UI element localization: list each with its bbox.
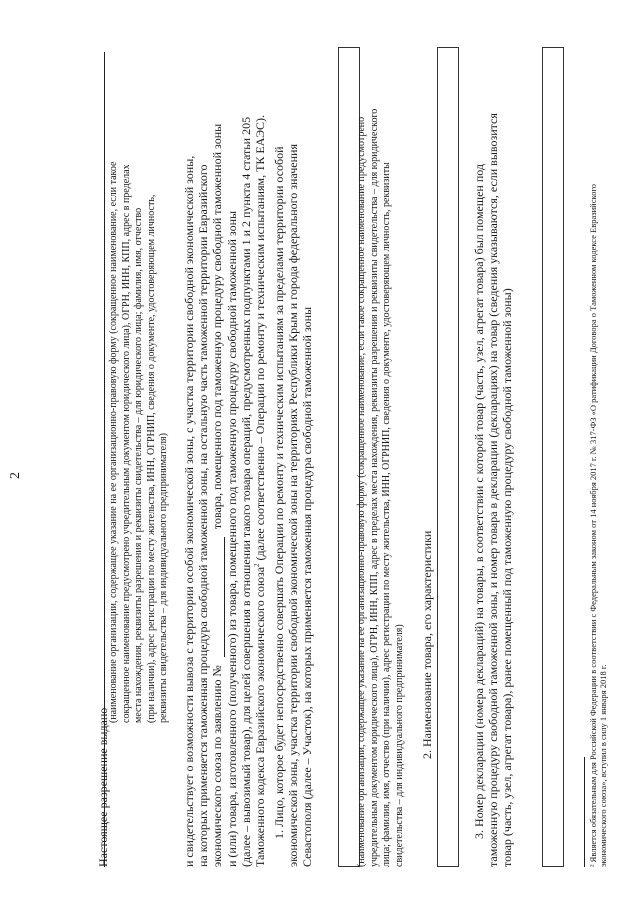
p1-line: экономической зоны, участка территории свободной экономической зоны на территориях Республики Крым и города федерального значения: [286, 144, 301, 867]
application-number-row: [210, 49, 224, 867]
footnote-ref: 2: [253, 563, 262, 567]
p1-line: 1. Лицо, которое будет непосредственно совершать Операции по ремонту и техническим испытаниям за пределами территории особой: [272, 146, 286, 839]
application-number-after: товара, помещенного под таможенную процедуру свободной таможенной зоны: [210, 123, 225, 530]
page-number: 2: [8, 472, 23, 479]
intro-last-text: Таможенного кодекса Евразийского экономического союза: [253, 566, 268, 867]
note-line: (наименование организации, содержащее указание на ее организационно-правовую форму (сокращенное наименование, если такое сокращенное наименование предусмотрено: [356, 116, 367, 867]
operator-note: [356, 49, 406, 867]
note-line: места нахождения, реквизиты разрешения и реквизиты свидетельства – для юридического лица; фамилия, имя, отчество: [133, 207, 145, 723]
intro-last-tail: (далее соответственно – Операции по ремонту и техническим испытаниям, ТК ЕАЭС).: [253, 114, 268, 564]
note-line: реквизиты свидетельства – для индивидуального предпринимателя): [158, 433, 170, 723]
issued-to-label: Настоящее разрешение выдано: [96, 707, 110, 867]
footnote-line: экономического союза», вступил в силу 1 января 2018 г.: [598, 664, 608, 867]
note-line: лица; фамилия, имя, отчество (при наличии), адрес регистрации по месту жительства, ИНН, ОГРНИП, сведения о документе, удостоверяющем личность, реквизиты: [381, 162, 393, 867]
intro-line: на которых применяется таможенная процедура свободной таможенной зоны, на остальную часть таможенной территории Евразийского: [196, 164, 211, 867]
intro-paragraph: [182, 49, 267, 867]
paragraph-3: [472, 49, 515, 867]
intro-line: и (или) товара, изготовленного (полученного) из товара, помещенного под таможенную процедуру свободной таможенной зоны: [224, 210, 239, 867]
issued-to-note: [108, 43, 171, 723]
note-line: свидетельства – для индивидуального предпринимателя): [393, 624, 405, 867]
issued-to-field-line: [104, 52, 105, 867]
note-line: (наименование организации, содержащее указание на ее организационно-правовую форму (сокращенное наименование, если такое: [108, 161, 119, 723]
paragraph-1: [272, 49, 315, 867]
note-line: учредительным документом юридического лица), ОГРН, ИНН, КПП, адрес в пределах места нахождения, реквизиты разрешения и реквизиты свидетельства – для юридического: [368, 108, 380, 867]
application-number-label: экономического союза по заявлению №: [210, 665, 225, 867]
intro-line: и свидетельствует о возможности вывоза с территории особой экономической зоны, с участка территории свободной экономической зоны,: [182, 155, 196, 867]
intro-line-last: [253, 49, 267, 867]
section-2-title: 2. Наименование товара, его характеристики: [420, 530, 434, 759]
intro-line: (далее – вывозимый товар), для целей совершения в отношении такого товара операций, предусмотренных подпунктами 1 и 2 пункта 4 статьи 205: [238, 116, 253, 867]
p3-line: 3. Номер декларации (номера деклараций) на товары, в соответствии с которой товар (часть, узел, агрегат товара) был помещен под: [472, 163, 486, 839]
p1-line: Севастополя (далее – Участок), на которых применяется таможенная процедура свободной таможенной зоны: [300, 306, 315, 867]
footnote: [588, 49, 608, 867]
footnote-line: ² Является обязательным для Российской Федерации в соответствии с Федеральным законом от 14 ноября 2017 г. № 317-ФЗ «О ратификации Договора о Таможенном кодексе Евразийского: [588, 184, 598, 867]
p3-line: таможенную процедуру свободной таможенной зоны, и номер товара в декларации (декларациях) на товар (сведения указываются, если вывозится: [486, 113, 501, 867]
note-line: (при наличии), адрес регистрации по месту жительства, ИНН, ОГРНИП, сведения о документе, удостоверяющем личность,: [145, 194, 157, 723]
note-line: сокращенное наименование предусмотрено учредительным документом юридического лица), ОГРН, ИНН, КПП, адрес в пределах: [120, 164, 132, 723]
p3-line: товар (часть, узел, агрегат товара), ранее помещенный под таможенную процедуру свободной таможенной зоны): [500, 288, 515, 867]
footnote-separator: [584, 757, 585, 867]
application-number-field[interactable]: [213, 537, 225, 657]
goods-description-box[interactable]: [437, 47, 459, 867]
declaration-number-box[interactable]: [542, 47, 564, 867]
